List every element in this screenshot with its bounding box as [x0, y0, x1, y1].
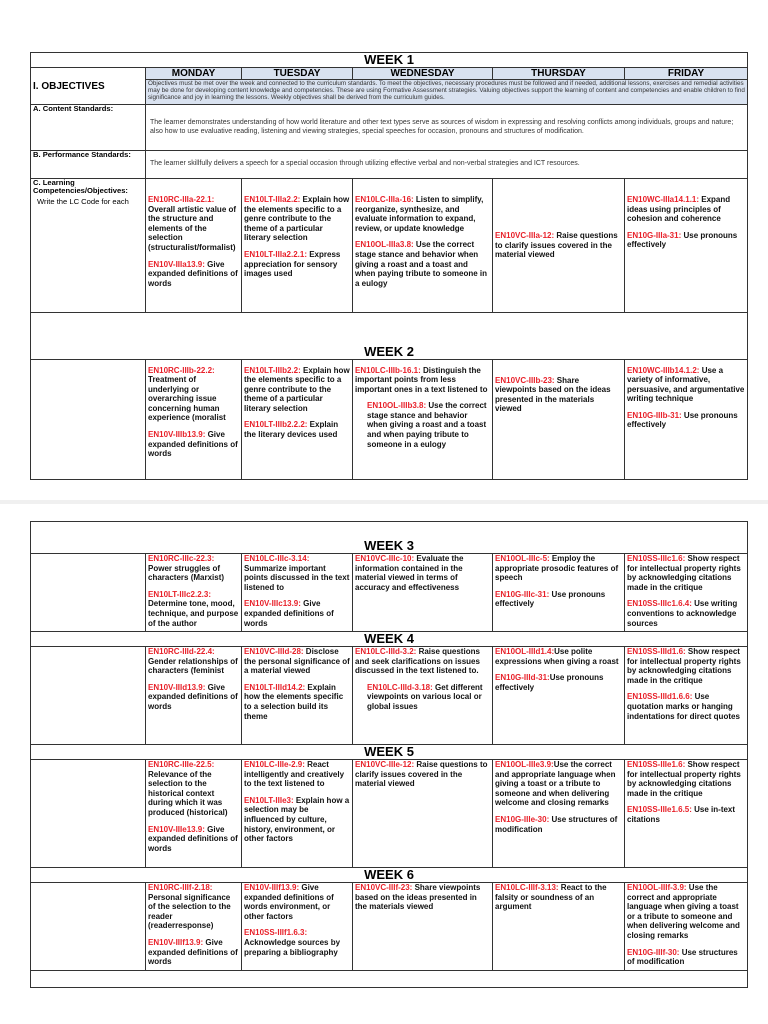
competency-description: Give expanded definitions of words — [148, 430, 238, 459]
w4-friday-cell — [625, 647, 748, 745]
competency-code: EN10OL-IIIa3.8: — [355, 240, 414, 250]
w5-thursday-cell — [493, 760, 625, 868]
competency-entry — [355, 240, 490, 288]
competency-entry — [495, 376, 622, 414]
competency-entry — [627, 948, 745, 967]
objectives-label: I. OBJECTIVES — [31, 68, 146, 105]
competency-description: Use structures of modification — [495, 814, 618, 834]
competency-code: EN10G-IIIf-30: — [627, 947, 680, 957]
w3-thursday-cell — [493, 554, 625, 632]
competency-entry — [148, 647, 239, 676]
week2-title: WEEK 2 — [31, 345, 748, 360]
w5-monday-cell — [146, 760, 242, 868]
competency-entry — [355, 760, 490, 789]
final-empty-row — [31, 971, 748, 988]
competency-description: Use pronouns effectively — [495, 673, 604, 692]
competency-code: EN10RC-IIIb-22.2: — [148, 365, 215, 375]
competency-code: EN10VC-IIIf-23: — [355, 883, 413, 892]
competency-description: Gender relationships of characters (feminist — [148, 656, 238, 676]
competency-code: EN10V-IIIf13.9: — [244, 883, 300, 892]
w6-label-cell — [31, 883, 146, 971]
competency-entry — [244, 683, 350, 721]
w6-friday-cell — [625, 883, 748, 971]
competency-description: Give expanded definitions of words — [148, 259, 238, 288]
competency-code: EN10LC-IIId-3.18: — [367, 682, 433, 692]
competency-description: Disclose the personal significance of a material viewed — [244, 647, 350, 676]
competency-entry — [355, 647, 490, 676]
competency-description: Raise questions to clarify issues covered in the material viewed — [495, 231, 618, 260]
competency-description: Listen to simplify, reorganize, synthesize, and evaluate information to expand, review, or update knowledge — [355, 195, 484, 233]
competency-code: EN10VC-IIIa-12: — [495, 231, 555, 241]
competency-description: Relevance of the selection to the historical context during which it was produced (historical) — [148, 769, 228, 817]
competency-code: EN10SS-IIId1.6: — [627, 647, 686, 656]
w6-tuesday-cell — [242, 883, 353, 971]
competency-description: Share viewpoints based on the ideas presented in the materials viewed — [495, 375, 611, 414]
competency-description: Share viewpoints based on the ideas presented in the materials viewed — [355, 883, 481, 912]
competency-code: EN10VC-IIIb-23: — [495, 375, 555, 385]
competency-code: EN10G-IIIb-31: — [627, 410, 682, 420]
competency-entry — [355, 366, 490, 395]
competency-description: Use the correct stage stance and behavior when giving a roast and a toast and when paying tribute to someone in a eulogy — [355, 240, 488, 288]
w3-monday-cell — [146, 554, 242, 632]
competency-description: Give expanded definitions of words environment, or other factors — [244, 883, 334, 921]
competency-code: EN10OL-IIIb3.8: — [367, 401, 427, 411]
week1-table — [30, 52, 748, 480]
competency-entry — [148, 195, 239, 253]
competency-code: EN10LT-IIIc2.2.3: — [148, 589, 211, 599]
w4-monday-cell — [146, 647, 242, 745]
weeks3-6-table — [30, 521, 748, 988]
competency-description: Show respect for intellectual property rights by acknowledging citations made in the critique — [627, 760, 741, 798]
w2-wednesday-cell — [353, 359, 493, 479]
competency-code: EN10LC-IIIc-3.14: — [244, 554, 310, 563]
w3-friday-cell — [625, 554, 748, 632]
competency-entry — [244, 554, 350, 592]
competency-description: Raise questions to clarify issues covered in the material viewed — [355, 760, 488, 789]
competency-code: EN10LT-IIIb2.2.2: — [244, 420, 308, 430]
competency-description: Explain how a selection may be influenced by culture, history, environment, or other factors — [244, 795, 350, 844]
competency-code: EN10V-IIId13.9: — [148, 682, 206, 692]
competency-description: Get different viewpoints on various local or global issues — [367, 682, 483, 711]
competency-description: Explain how the elements specific to a selection build its theme — [244, 682, 344, 721]
competency-code: EN10SS-IIIe1.6.5: — [627, 805, 692, 815]
competency-code: EN10V-IIIe13.9: — [148, 824, 205, 834]
competency-description: Use the correct and appropriate language when giving a toast or a tribute to someone and when delivering welcome and closing remarks — [495, 760, 616, 808]
competency-code: EN10VC-IIIe-12: — [355, 760, 415, 769]
competency-entry — [148, 883, 239, 931]
w2-monday-cell — [146, 359, 242, 479]
competency-description: Give expanded definitions of words — [148, 682, 238, 711]
competency-code: EN10G-IIIc-31: — [495, 589, 550, 599]
competency-entry — [495, 760, 622, 808]
competency-code: EN10OL-IIIe3.9: — [495, 760, 554, 769]
competency-description: Use the correct stage stance and behavior when giving a roast and a toast and when paying tribute to someone in a eulogy — [367, 401, 487, 449]
w3-tuesday-cell — [242, 554, 353, 632]
competency-entry — [148, 430, 239, 459]
competency-code: EN10V-IIIf13.9: — [148, 937, 204, 947]
w1-tuesday-cell — [242, 179, 353, 313]
w1-friday-cell — [625, 179, 748, 313]
competency-code: EN10VC-IIIc-10: — [355, 554, 415, 563]
competency-description: Overall artistic value of the structure and elements of the selection (structuralist/formalist) — [148, 204, 237, 252]
competency-description: Use structures of modification — [627, 947, 738, 967]
w5-friday-cell — [625, 760, 748, 868]
competency-description: Show respect for intellectual property rights by acknowledging citations made in the critique — [627, 554, 741, 592]
competency-description: Give expanded definitions of words — [148, 824, 238, 853]
competency-entry — [244, 250, 350, 279]
competency-code: EN10VC-IIId-28: — [244, 647, 304, 656]
competency-code: EN10SS-IIId1.6.6: — [627, 692, 693, 702]
competency-entry — [627, 760, 745, 798]
competency-code: EN10RC-IIIf-2.18: — [148, 883, 213, 892]
week4-title: WEEK 4 — [31, 632, 748, 647]
competency-description: Treatment of underlying or overarching issue concerning human experience (moralist — [148, 375, 226, 423]
competency-description: React to the falsity or soundness of an argument — [495, 883, 607, 912]
day-wednesday: WEDNESDAY — [353, 68, 493, 80]
competency-code: EN10SS-IIIe1.6: — [627, 760, 686, 769]
competency-entry — [355, 195, 490, 233]
competency-code: EN10LT-IIIa2.2.1: — [244, 249, 307, 259]
day-thursday: THURSDAY — [493, 68, 625, 80]
competency-code: EN10LC-IIIb-16.1: — [355, 365, 421, 375]
competency-code: EN10LC-IIIf-3.13: — [495, 883, 559, 892]
competency-entry — [355, 883, 490, 912]
objectives-note: Objectives must be met over the week and connected to the curriculum standards. To meet the objectives, necessary procedures must be followed and if needed, additional lessons, exercises and remedial activities may be done for developing content knowledge and competencies. These are using Formative Assessment strategies. Valuing objectives support the learning of content and competencies and enable children to find significance and joy in learning the lessons. Weekly objectives shall be derived from the curriculum guides. — [146, 80, 748, 105]
competency-code: EN10RC-IIId-22.4: — [148, 647, 215, 656]
competency-entry — [244, 883, 350, 921]
competency-entry — [627, 805, 745, 824]
w5-tuesday-cell — [242, 760, 353, 868]
competency-entry — [244, 928, 350, 957]
competency-code: EN10OL-IIId1.4: — [495, 647, 555, 656]
competency-entry — [627, 231, 745, 250]
competency-code: EN10LC-IIId-3.2: — [355, 647, 417, 656]
competency-description: Distinguish the important points from less important ones in a text listened to — [355, 365, 488, 394]
competency-description: Use pronouns effectively — [495, 589, 606, 609]
competency-code: EN10SS-IIIc1.6.4: — [627, 599, 692, 609]
w4-thursday-cell — [493, 647, 625, 745]
w4-label-cell — [31, 647, 146, 745]
competency-description: Use in-text citations — [627, 805, 736, 824]
competency-entry — [148, 590, 239, 628]
competency-description: Explain how the elements specific to a genre contribute to the theme of a particular literary selection — [244, 195, 350, 243]
competency-code: EN10RC-IIIe-22.5: — [148, 760, 215, 769]
competency-entry — [355, 683, 490, 712]
competency-entry — [148, 938, 239, 967]
competency-description: Use polite expressions when giving a roast — [495, 647, 619, 666]
w5-label-cell — [31, 760, 146, 868]
competency-entry — [148, 683, 239, 712]
competency-entry — [495, 883, 622, 912]
competency-entry — [355, 554, 490, 592]
competency-entry — [244, 796, 350, 844]
competency-entry — [627, 883, 745, 941]
competency-code: EN10RC-IIIa-22.1: — [148, 195, 215, 204]
page-1 — [0, 0, 768, 500]
competency-description: Show respect for intellectual property rights by acknowledging citations made in the critique — [627, 647, 741, 685]
competency-code: EN10G-IIIa-31: — [627, 230, 682, 240]
competency-entry — [148, 260, 239, 289]
w6-wednesday-cell — [353, 883, 493, 971]
competency-entry — [627, 554, 745, 592]
competency-code: EN10LT-IIId14.2: — [244, 682, 306, 692]
competency-description: Use pronouns effectively — [627, 410, 738, 430]
competency-description: Use writing conventions to acknowledge sources — [627, 599, 738, 628]
competency-entry — [627, 647, 745, 685]
week5-title: WEEK 5 — [31, 745, 748, 760]
competency-code: EN10SS-IIIc1.6: — [627, 554, 686, 563]
week1-title: WEEK 1 — [31, 53, 748, 68]
competency-entry — [627, 366, 745, 404]
competency-entry — [627, 411, 745, 430]
w1-monday-cell — [146, 179, 242, 313]
competency-entry — [244, 195, 350, 243]
day-monday: MONDAY — [146, 68, 242, 80]
w3-label-cell — [31, 554, 146, 632]
w1-wednesday-cell — [353, 179, 493, 313]
competency-entry — [148, 825, 239, 854]
competency-description: React intelligently and creatively to the text listened to — [244, 760, 345, 789]
competency-entry — [244, 760, 350, 789]
competency-code: EN10V-IIIb13.9: — [148, 430, 206, 440]
competency-description: Personal significance of the selection to the reader (readerresponse) — [148, 892, 231, 931]
competency-description: Give expanded definitions of words — [244, 599, 334, 628]
competency-entry — [495, 647, 622, 666]
competency-entry — [495, 815, 622, 834]
w1-thursday-cell — [493, 179, 625, 313]
content-standards-text: The learner demonstrates understanding of how world literature and other text types serve as sources of wisdom in expressing and resolving conflicts among individuals, groups and nature; also how to use evaluative reading, listening and viewing strategies, special speeches for occasion, pronouns and structures of modification. — [146, 105, 748, 151]
competency-code: EN10V-IIIa13.9: — [148, 259, 205, 269]
performance-standards-text: The learner skillfully delivers a speech for a special occasion through utilizing effective verbal and non-verbal strategies and ICT resources. — [146, 151, 748, 179]
competency-description: Use quotation marks or hanging indentations for direct quotes — [627, 692, 740, 721]
competency-code: EN10LC-IIIa-16: — [355, 195, 414, 204]
competency-description: Explain the literary devices used — [244, 420, 339, 440]
w4-wednesday-cell — [353, 647, 493, 745]
competency-entry — [148, 554, 239, 583]
competency-code: EN10G-IIId-31: — [495, 673, 550, 683]
competency-entry — [148, 760, 239, 818]
content-standards-label: A. Content Standards: — [31, 105, 146, 151]
competency-entry — [244, 420, 350, 439]
w3-wednesday-cell — [353, 554, 493, 632]
performance-standards-label: B. Performance Standards: — [31, 151, 146, 179]
competency-entry — [495, 673, 622, 692]
competency-code: EN10OL-IIIf-3.9: — [627, 883, 687, 892]
competency-code: EN10V-IIIc13.9: — [244, 599, 301, 609]
competency-code: EN10LC-IIIe-2.9: — [244, 760, 305, 769]
competency-entry — [495, 554, 622, 583]
competency-code: EN10G-IIIe-30: — [495, 814, 550, 824]
competency-entry — [495, 590, 622, 609]
competency-description: Give expanded definitions of words — [148, 937, 238, 967]
spacer-row — [31, 313, 748, 345]
competency-description: Use pronouns effectively — [627, 230, 738, 250]
w5-wednesday-cell — [353, 760, 493, 868]
lc-sub-text: Write the LC Code for each — [37, 196, 129, 206]
day-tuesday: TUESDAY — [242, 68, 353, 80]
competency-code: EN10WC-IIIa14.1.1: — [627, 195, 700, 204]
competency-description: Employ the appropriate prosodic features of speech — [495, 554, 619, 583]
competency-description: Raise questions and seek clarifications on issues discussed in the text listened to. — [355, 647, 480, 676]
competency-description: Explain how the elements specific to a genre contribute to the theme of a particular literary selection — [244, 365, 350, 413]
page-2 — [0, 504, 768, 1024]
competency-entry — [627, 195, 745, 224]
competency-entry — [495, 231, 622, 260]
competency-entry — [627, 692, 745, 721]
w4-tuesday-cell — [242, 647, 353, 745]
competency-code: EN10RC-IIIc-22.3: — [148, 554, 215, 563]
competency-entry — [355, 401, 490, 449]
competency-description: Use the correct and appropriate language when giving a toast or a tribute to someone and when delivering welcome and closing remarks — [627, 883, 740, 940]
competency-entry — [244, 366, 350, 414]
week6-title: WEEK 6 — [31, 868, 748, 883]
competency-description: Power struggles of characters (Marxist) — [148, 563, 225, 583]
lc-label-text: C. Learning Competencies/Objectives: — [33, 178, 128, 196]
competency-entry — [244, 647, 350, 676]
day-friday: FRIDAY — [625, 68, 748, 80]
competency-entry — [627, 599, 745, 628]
competency-code: EN10LT-IIIa2.2: — [244, 195, 301, 204]
competency-description: Acknowledge sources by preparing a bibliography — [244, 937, 341, 957]
competency-description: Summarize important points discussed in the text listened to — [244, 563, 350, 592]
w6-thursday-cell — [493, 883, 625, 971]
w2-label-cell — [31, 359, 146, 479]
competency-description: Expand ideas using principles of cohesion and coherence — [627, 195, 731, 224]
competency-code: EN10OL-IIIc-5: — [495, 554, 550, 563]
competency-code: EN10LT-IIIb2.2: — [244, 365, 301, 375]
competency-description: Evaluate the information contained in the material viewed in terms of accuracy and effectiveness — [355, 554, 464, 592]
competency-description: Determine tone, mood, technique, and purpose of the author — [148, 599, 239, 628]
competency-description: Use a variety of informative, persuasive, and argumentative writing technique — [627, 365, 745, 404]
competency-code: EN10LT-IIIe3: — [244, 795, 294, 805]
w2-friday-cell — [625, 359, 748, 479]
w6-monday-cell — [146, 883, 242, 971]
w2-thursday-cell — [493, 359, 625, 479]
competency-description: Express appreciation for sensory images used — [244, 249, 341, 279]
competency-entry — [244, 599, 350, 628]
competency-code: EN10WC-IIIb14.1.2: — [627, 365, 700, 375]
competency-entry — [148, 366, 239, 424]
w2-tuesday-cell — [242, 359, 353, 479]
competency-code: EN10SS-IIIf1.6.3: — [244, 928, 308, 938]
week3-title: WEEK 3 — [31, 522, 748, 554]
learning-competencies-label — [31, 179, 146, 313]
